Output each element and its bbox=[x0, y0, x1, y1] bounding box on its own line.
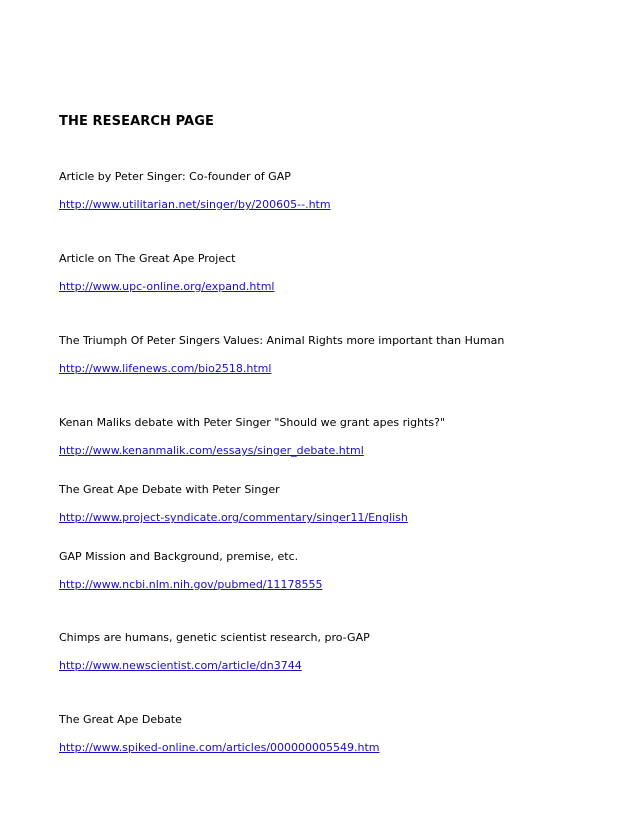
entry-link[interactable]: http://www.kenanmalik.com/essays/singer_debate.html bbox=[59, 444, 364, 457]
entry-link[interactable]: http://www.ncbi.nlm.nih.gov/pubmed/11178555 bbox=[59, 578, 323, 591]
entry-title: The Triumph Of Peter Singers Values: Animal Rights more important than Human bbox=[59, 334, 505, 347]
entry-link[interactable]: http://www.project-syndicate.org/commentary/singer11/English bbox=[59, 511, 408, 524]
entry-title: Kenan Maliks debate with Peter Singer "Should we grant apes rights?" bbox=[59, 416, 446, 429]
entry-title: The Great Ape Debate with Peter Singer bbox=[59, 483, 280, 496]
entry-title: Chimps are humans, genetic scientist research, pro-GAP bbox=[59, 631, 370, 644]
entry-link[interactable]: http://www.newscientist.com/article/dn3744 bbox=[59, 659, 302, 672]
entry-link[interactable]: http://www.spiked-online.com/articles/000000005549.htm bbox=[59, 741, 380, 754]
entry-link[interactable]: http://www.upc-online.org/expand.html bbox=[59, 280, 275, 293]
entry-link[interactable]: http://www.lifenews.com/bio2518.html bbox=[59, 362, 272, 375]
entry-title: Article on The Great Ape Project bbox=[59, 252, 236, 265]
page-title: THE RESEARCH PAGE bbox=[59, 114, 214, 129]
entry-title: The Great Ape Debate bbox=[59, 713, 182, 726]
entry-link[interactable]: http://www.utilitarian.net/singer/by/200605--.htm bbox=[59, 198, 331, 211]
entry-title: GAP Mission and Background, premise, etc. bbox=[59, 550, 299, 563]
entry-title: Article by Peter Singer: Co-founder of GAP bbox=[59, 170, 291, 183]
